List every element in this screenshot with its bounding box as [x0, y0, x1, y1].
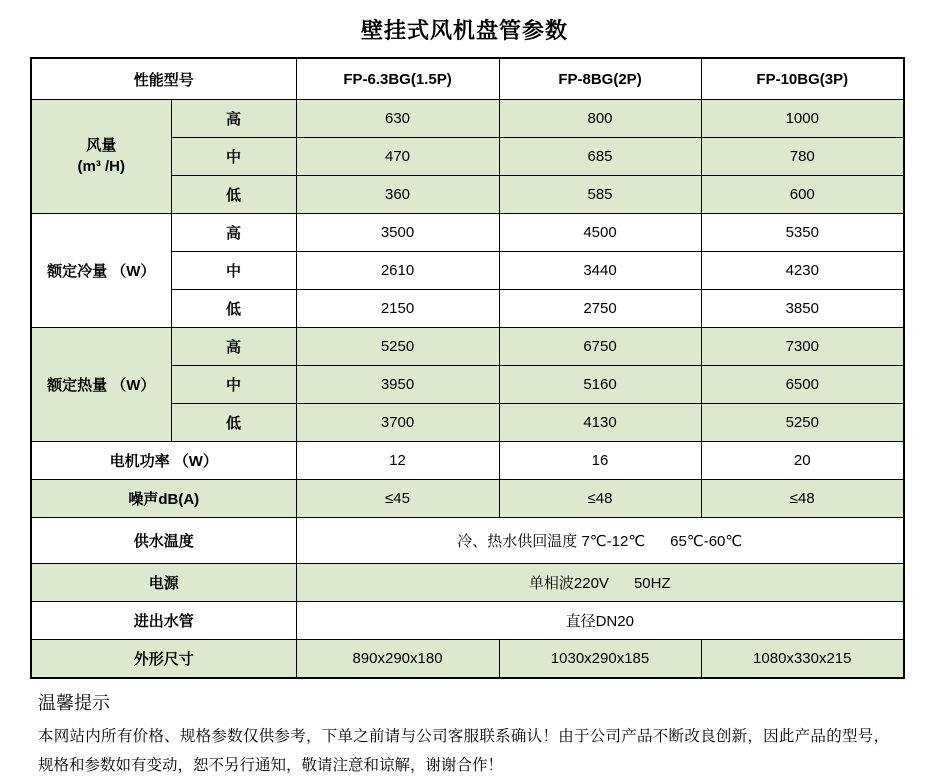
cell-value: 5350	[701, 214, 904, 252]
cell-value: 630	[296, 100, 499, 138]
level-label: 低	[171, 176, 296, 214]
dimensions-label: 外形尺寸	[31, 640, 296, 679]
footer-note	[38, 689, 889, 780]
cell-value: 5250	[701, 404, 904, 442]
cell-value: 5160	[499, 366, 701, 404]
cell-value: 5250	[296, 328, 499, 366]
group-label-cooling: 额定冷量 （W）	[31, 214, 171, 328]
table-row	[31, 442, 904, 480]
water-pipe-value: 直径DN20	[296, 602, 904, 640]
power-supply-label: 电源	[31, 564, 296, 602]
header-label-cell: 性能型号	[31, 58, 296, 100]
model-header-3: FP-10BG(3P)	[701, 58, 904, 100]
cell-value: ≤48	[499, 480, 701, 518]
cell-value: 4130	[499, 404, 701, 442]
level-label: 中	[171, 138, 296, 176]
table-row	[31, 214, 904, 252]
level-label: 高	[171, 100, 296, 138]
cell-value: 780	[701, 138, 904, 176]
cell-value: ≤45	[296, 480, 499, 518]
cell-value: 800	[499, 100, 701, 138]
cell-value: 16	[499, 442, 701, 480]
level-label: 低	[171, 404, 296, 442]
table-row	[31, 518, 904, 564]
table-row	[31, 602, 904, 640]
cell-value: 7300	[701, 328, 904, 366]
water-temp-value: 冷、热水供回温度 7℃-12℃ 65℃-60℃	[296, 518, 904, 564]
cell-value: 1000	[701, 100, 904, 138]
cell-value: 4500	[499, 214, 701, 252]
table-row	[31, 564, 904, 602]
group-label-airflow	[31, 100, 171, 214]
table-row	[31, 328, 904, 366]
table-row	[31, 480, 904, 518]
cell-value: 585	[499, 176, 701, 214]
model-header-2: FP-8BG(2P)	[499, 58, 701, 100]
table-row	[31, 100, 904, 138]
spec-table	[30, 57, 905, 679]
level-label: 高	[171, 328, 296, 366]
noise-label: 噪声dB(A)	[31, 480, 296, 518]
cell-value: 3500	[296, 214, 499, 252]
cell-value: 1080x330x215	[701, 640, 904, 679]
group-unit-text: (m³ /H)	[77, 157, 125, 175]
page-title: 壁挂式风机盘管参数	[360, 18, 568, 43]
cell-value: 4230	[701, 252, 904, 290]
cell-value: 470	[296, 138, 499, 176]
cell-value: 3440	[499, 252, 701, 290]
cell-value: 600	[701, 176, 904, 214]
footer-text: 本网站内所有价格、规格参数仅供参考，下单之前请与公司客服联系确认！由于公司产品不断改良创新，因此产品的型号，规格和参数如有变动，恕不另行通知，敬请注意和谅解，谢谢合作！	[38, 728, 889, 774]
cell-value: ≤48	[701, 480, 904, 518]
level-label: 高	[171, 214, 296, 252]
table-row	[31, 640, 904, 679]
cell-value: 6750	[499, 328, 701, 366]
cell-value: 3950	[296, 366, 499, 404]
cell-value: 20	[701, 442, 904, 480]
cell-value: 6500	[701, 366, 904, 404]
cell-value: 2610	[296, 252, 499, 290]
water-pipe-label: 进出水管	[31, 602, 296, 640]
cell-value: 3850	[701, 290, 904, 328]
model-header-1: FP-6.3BG(1.5P)	[296, 58, 499, 100]
cell-value: 2750	[499, 290, 701, 328]
water-temp-label: 供水温度	[31, 518, 296, 564]
level-label: 低	[171, 290, 296, 328]
level-label: 中	[171, 366, 296, 404]
cell-value: 2150	[296, 290, 499, 328]
footer-heading: 温馨提示	[38, 693, 110, 713]
motor-power-label: 电机功率 （W）	[31, 442, 296, 480]
power-supply-value: 单相波220V 50HZ	[296, 564, 904, 602]
level-label: 中	[171, 252, 296, 290]
cell-value: 360	[296, 176, 499, 214]
group-label-text: 风量	[86, 137, 117, 155]
cell-value: 890x290x180	[296, 640, 499, 679]
cell-value: 3700	[296, 404, 499, 442]
header-row	[31, 58, 904, 100]
cell-value: 1030x290x185	[499, 640, 701, 679]
cell-value: 12	[296, 442, 499, 480]
cell-value: 685	[499, 138, 701, 176]
group-label-heating: 额定热量 （W）	[31, 328, 171, 442]
